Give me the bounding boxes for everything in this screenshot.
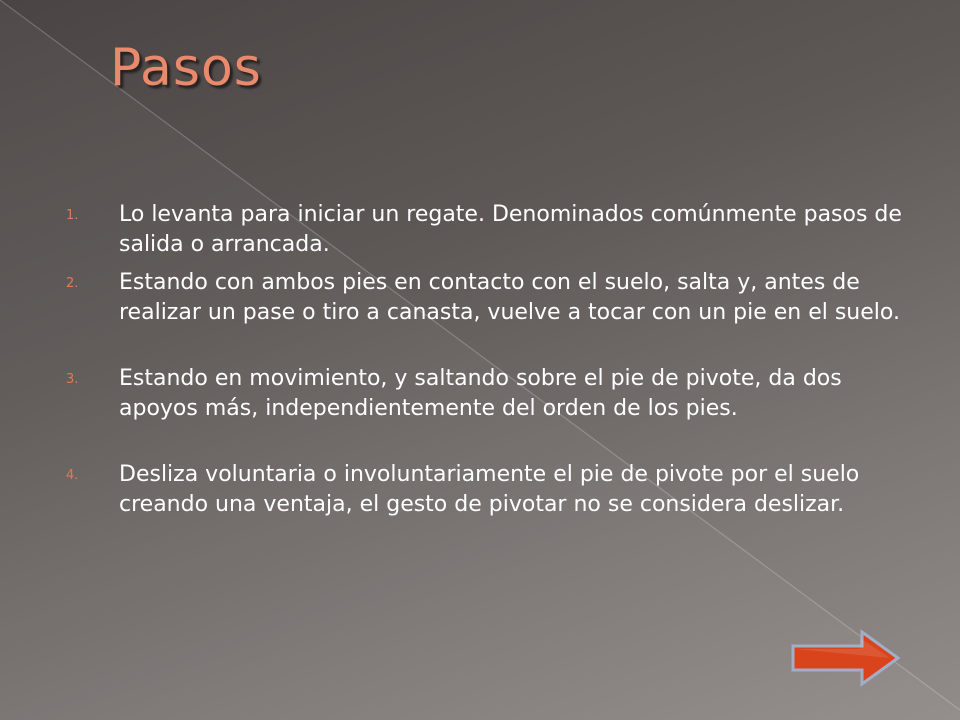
list-item-number: 2. xyxy=(66,276,79,291)
list-item-text: Lo levanta para iniciar un regate. Denominados comúnmente pasos de salida o arrancada. xyxy=(119,202,902,257)
list-item-text: Estando en movimiento, y saltando sobre el pie de pivote, da dos apoyos más, independientemente del orden de los pies. xyxy=(119,366,842,421)
list-item-number: 1. xyxy=(66,208,79,223)
next-slide-button[interactable] xyxy=(790,628,902,688)
slide-title: Pasos xyxy=(110,38,262,98)
list-item-text: Estando con ambos pies en contacto con el suelo, salta y, antes de realizar un pase o tiro a canasta, vuelve a tocar con un pie en el suelo. xyxy=(119,270,900,325)
list-item xyxy=(66,364,916,424)
list-item-number: 4. xyxy=(66,468,79,483)
steps-list xyxy=(66,200,916,528)
arrow-right-icon xyxy=(790,628,902,688)
list-item xyxy=(66,268,916,328)
list-item xyxy=(66,200,916,260)
list-item-number: 3. xyxy=(66,372,79,387)
list-item xyxy=(66,460,916,520)
list-item-text: Desliza voluntaria o involuntariamente el pie de pivote por el suelo creando una ventaja, el gesto de pivotar no se considera deslizar. xyxy=(119,462,860,517)
